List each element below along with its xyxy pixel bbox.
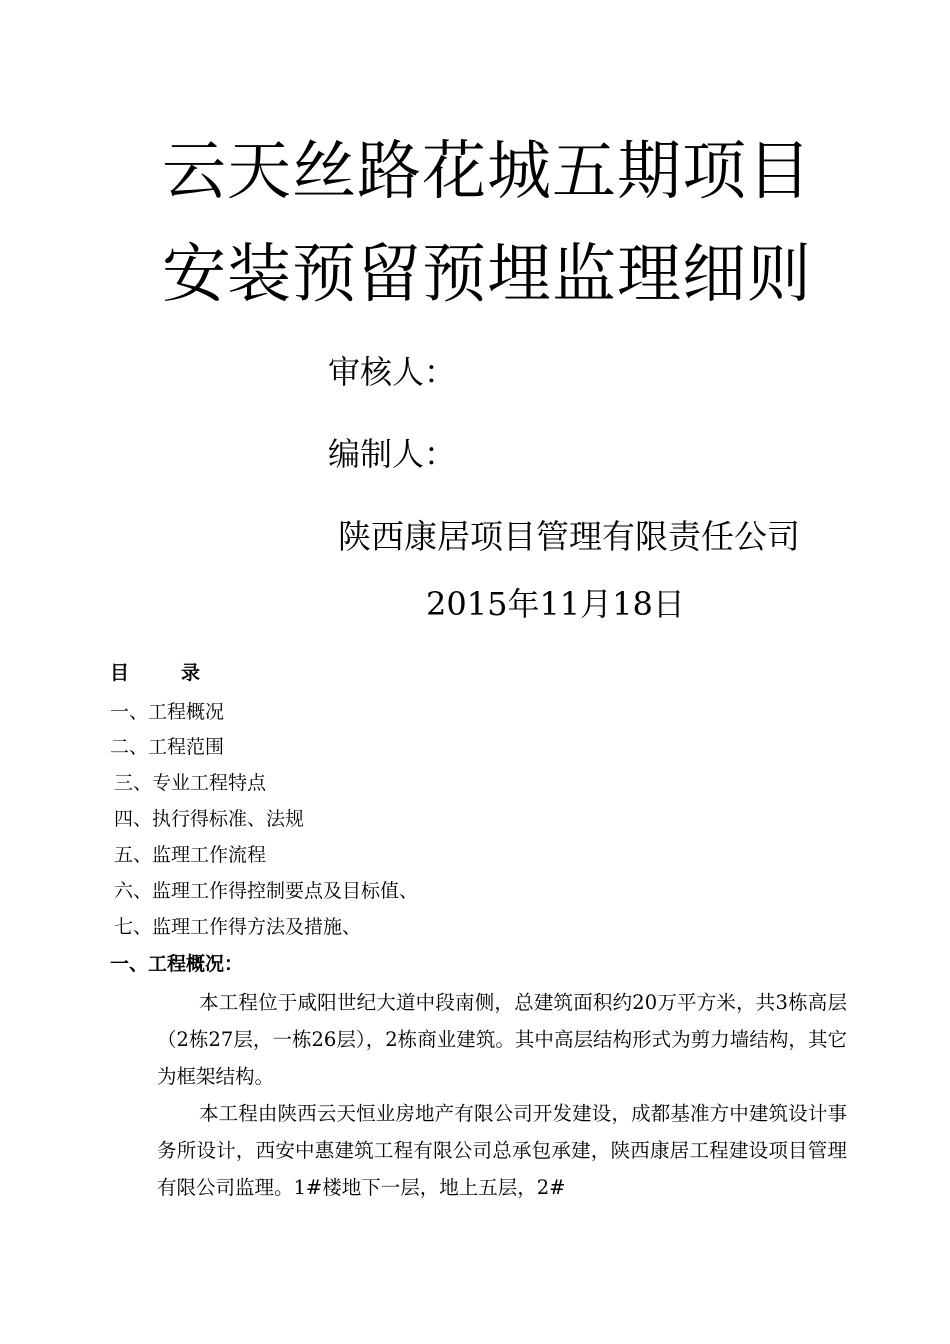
section-heading: 一、工程概况： (110, 953, 244, 975)
toc-heading (110, 664, 200, 683)
toc-heading-right: 录 (181, 662, 201, 684)
body-paragraph: 本工程位于咸阳世纪大道中段南侧，总建筑面积约20万平方米，共3栋高层（2栋27层，一栋26层），2栋商业建筑。其中高层结构形式为剪力墙结构，其它为框架结构。 (157, 991, 847, 1088)
toc-item: 七、监理工作得方法及措施、 (114, 916, 362, 938)
body-paragraph: 本工程由陕西云天恒业房地产有限公司开发建设，成都基准方中建筑设计事务所设计，西安中惠建筑工程有限公司总承包承建，陕西康居工程建设项目管理有限公司监理。1#楼地下一层，地上五层，2# (157, 1102, 847, 1199)
toc-item: 四、执行得标准、法规 (114, 808, 305, 830)
toc-item: 一、工程概况 (110, 701, 225, 723)
toc-heading-left: 目 (110, 662, 130, 684)
toc-item: 二、工程范围 (110, 736, 225, 758)
document-title-line-2: 安装预留预埋监理细则 (162, 238, 812, 312)
reviewer-label: 审核人： (328, 353, 457, 391)
company-name: 陕西康居项目管理有限责任公司 (338, 517, 800, 556)
compiler-label: 编制人： (328, 435, 457, 473)
toc-item: 六、监理工作得控制要点及目标值、 (114, 880, 419, 902)
toc-item: 三、专业工程特点 (114, 772, 267, 794)
toc-item: 五、监理工作流程 (114, 844, 267, 866)
document-title-line-1: 云天丝路花城五期项目 (162, 135, 812, 209)
document-date: 2015年11月18日 (426, 585, 685, 623)
